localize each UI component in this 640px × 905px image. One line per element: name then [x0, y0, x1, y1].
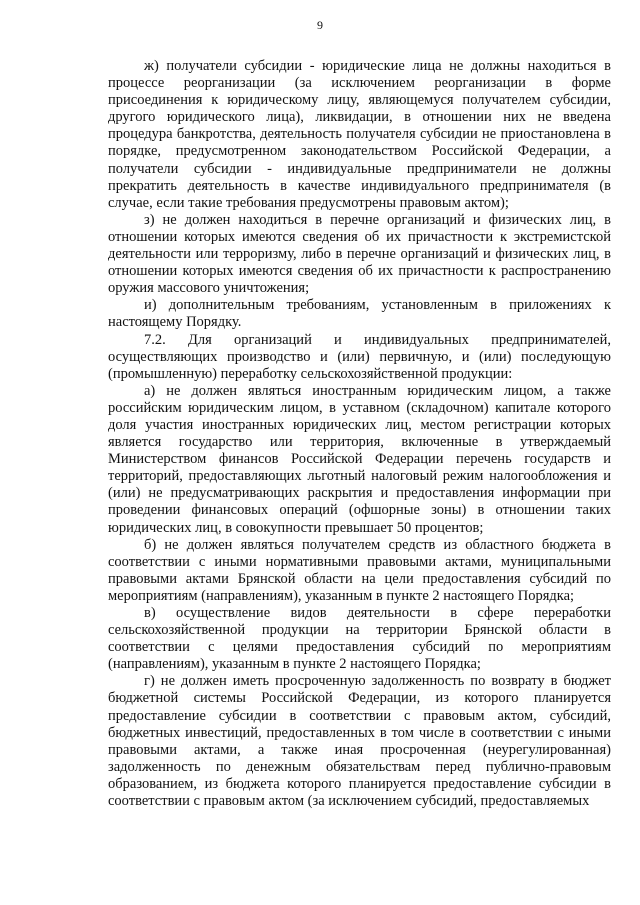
paragraph-g: г) не должен иметь просроченную задолженность по возврату в бюджет бюджетной системы Российской Федерации, из которого планируется предоставление субсидии в соответствии с правовым актом, субсидий, бюджетных инвестиций, предоставленных в том числе в соответствии с иными правовыми актами, а также иная просроченная (неурегулированная) задолженность по денежным обязательствам перед публично-правовым образованием, из бюджета которого планируется предоставление субсидии в соответствии с правовым актом (за исключением субсидий, предоставляемых — [108, 673, 611, 810]
page-number: 9 — [317, 18, 323, 32]
paragraph-7-2: 7.2. Для организаций и индивидуальных предпринимателей, осуществляющих производство и (или) первичную, и (или) последующую (промышленную) переработку сельскохозяйственной продукции: — [108, 331, 611, 382]
paragraph-b: б) не должен являться получателем средств из областного бюджета в соответствии с иными нормативными правовыми актами, муниципальными правовыми актами Брянской области на цели предоставления субсидий по мероприятиям (направлениям), указанным в пункте 2 настоящего Порядка; — [108, 536, 611, 604]
paragraph-z: з) не должен находиться в перечне организаций и физических лиц, в отношении которых имеются сведения об их причастности к экстремистской деятельности или терроризму, либо в перечне организаций и физических лиц, в отношении которых имеются сведения об их причастности к распространению оружия массового уничтожения; — [108, 211, 611, 297]
paragraph-i: и) дополнительным требованиям, установленным в приложениях к настоящему Порядку. — [108, 297, 611, 331]
paragraph-zh: ж) получатели субсидии - юридические лица не должны находиться в процессе реорганизации (за исключением реорганизации в форме присоединения к юридическому лицу, являющемуся получателем субсидии, другого юридического лица), ликвидации, в отношении них не введена процедура банкротства, деятельность получателя субсидии не приостановлена в порядке, предусмотренном законодательством Российской Федерации, а получатели субсидии - индивидуальные предприниматели не должны прекратить деятельность в качестве индивидуального предпринимателя (в случае, если такие требования предусмотрены правовым актом); — [108, 58, 611, 211]
paragraph-a: а) не должен являться иностранным юридическим лицом, а также российским юридическим лицом, в уставном (складочном) капитале которого доля участия иностранных юридических лиц, местом регистрации которых является государство или территория, включенные в утверждаемый Министерством финансов Российской Федерации перечень государств и территорий, предоставляющих льготный налоговый режим налогообложения и (или) не предусматривающих раскрытия и предоставления информации при проведении финансовых операций (офшорные зоны) в отношении таких юридических лиц, в совокупности превышает 50 процентов; — [108, 382, 611, 536]
document-body — [108, 58, 611, 810]
paragraph-v: в) осуществление видов деятельности в сфере переработки сельскохозяйственной продукции на территории Брянской области в соответствии с целями предоставления субсидий по мероприятиям (направлениям), указанным в пункте 2 настоящего Порядка; — [108, 605, 611, 673]
